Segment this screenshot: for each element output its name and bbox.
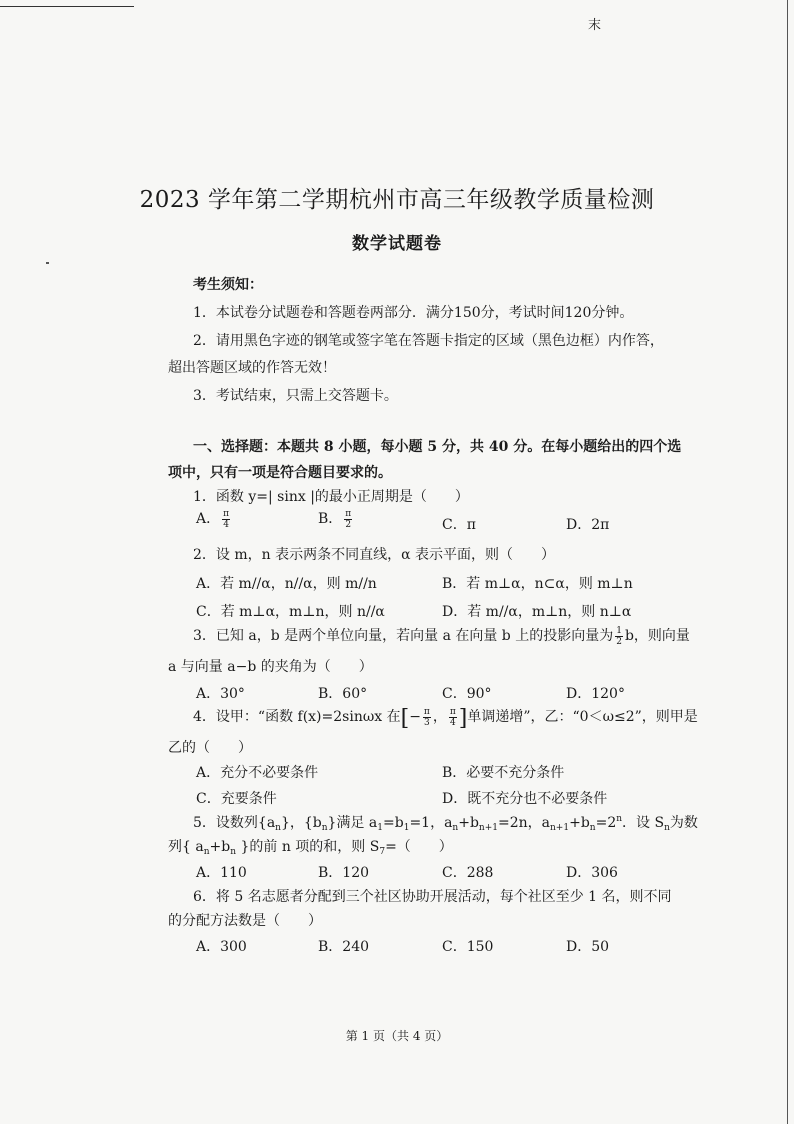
q5-text: =（ ） [385,839,453,855]
q2-option-c: C．若 m⊥α，m⊥n，则 n//α [196,604,385,620]
frac-denominator: 3 [424,717,430,728]
q4-option-d: D．既不充分也不必要条件 [442,791,608,807]
q5-text: =1，a [409,815,453,831]
frac-numerator: π [449,706,456,717]
q5-stem-line-2 [168,836,453,857]
frac-numerator: π [345,508,352,519]
q6-option-b: B．240 [318,939,370,955]
top-edge-line [0,6,134,7]
page-footer: 第 1 页（共 4 页） [345,1029,449,1043]
left-bracket: [ [400,706,410,731]
q3-stem-part-1: 3．已知 a，b 是两个单位向量，若向量 a 在向量 b 上的投影向量为 [193,628,614,644]
q5-option-d: D．306 [566,865,618,881]
page-title: 2023 学年第二学期杭州市高三年级教学质量检测 [139,187,655,213]
q5-text: =2n，a [498,815,551,831]
q5-text: }满足 a [327,815,378,831]
q5-option-a: A．110 [196,865,247,881]
q3-stem-part-2: b，则向量 [624,628,690,644]
subscript: n [452,823,459,833]
q4-option-a: A．充分不必要条件 [196,765,319,781]
q3-option-d: D．120° [566,686,625,702]
q6-stem-line-2: 的分配方法数是（ ） [168,913,322,929]
notice-heading: 考生须知： [193,277,263,293]
q5-option-c: C．288 [442,865,494,881]
subscript: n+1 [550,823,570,833]
q2-option-d: D．若 m//α，m⊥n，则 n⊥α [442,604,632,620]
fraction-1-over-2 [615,626,623,647]
q6-option-c: C．150 [442,939,494,955]
subscript: n [230,847,237,857]
fraction-pi-over-4 [449,707,457,728]
subscript: n+1 [478,823,498,833]
q3-stem-line-2: a 与向量 a−b 的夹角为（ ） [168,659,373,675]
superscript: n [616,814,623,824]
q5-stem-line-1 [193,812,698,833]
q5-text: +b [209,839,231,855]
scan-speck [46,262,49,264]
subscript: n [589,823,596,833]
q6-option-d: D．50 [566,939,610,955]
fraction-pi-over-2 [344,509,352,530]
frac-denominator: 2 [345,519,352,530]
notice-item-1: 1．本试卷分试题卷和答题卷两部分．满分150分，考试时间120分钟。 [193,305,634,321]
frac-denominator: 4 [449,717,456,728]
q5-text: +b [569,815,590,831]
comma: ， [432,709,447,725]
q1-option-b [318,508,354,530]
section-1-header-a: 一、选择题：本题共 8 小题，每小题 5 分，共 40 分。在每小题给出的四个选 [193,439,682,455]
q5-text: 列{ a [168,839,204,855]
q3-option-c: C．90° [442,686,492,702]
frac-numerator: 1 [616,625,622,636]
q4-stem-part-1: 4．设甲：“函数 f(x)=2sinωx 在 [193,709,401,725]
q3-option-b: B．60° [318,686,368,702]
notice-item-3: 3．考试结束，只需上交答题卡。 [193,388,398,404]
q1-option-c: C．π [442,517,476,533]
subscript: n [664,823,670,833]
q1-option-a-label: A． [196,511,221,527]
q5-text: 为数 [669,815,698,831]
q1-option-b-label: B． [318,511,343,527]
q5-text: 5．设数列{a [193,815,276,831]
notice-item-2b: 超出答题区域的作答无效！ [168,360,336,376]
q5-text: }的前 n 项的和，则 S [236,839,380,855]
frac-denominator: 2 [616,636,622,647]
q3-option-a: A．30° [196,686,245,702]
subscript: n [275,823,281,833]
q4-option-b: B．必要不充分条件 [442,765,565,781]
q6-stem-line-1: 6．将 5 名志愿者分配到三个社区协助开展活动，每个社区至少 1 名，则不同 [193,889,672,905]
q1-stem: 1．函数 y=| sinx |的最小正周期是（ ） [193,489,469,505]
q4-stem-part-2: 单调递增”，乙：“0＜ω≤2”，则甲是 [467,709,698,725]
q4-stem-line-1 [193,706,698,731]
subscript: 1 [403,823,410,833]
right-edge-line [787,0,788,1124]
q2-option-a: A．若 m//α，n//α，则 m//n [196,576,377,592]
q3-stem-line-1 [193,625,690,647]
q5-text: +b [458,815,479,831]
subscript: n [321,823,328,833]
frac-denominator: 4 [223,519,229,530]
section-1-header-b: 项中，只有一项是符合题目要求的。 [168,465,392,481]
minus-sign: − [409,709,421,725]
q1-option-d: D．2π [566,517,610,533]
fraction-pi-over-4 [222,509,230,530]
subscript: 7 [379,847,386,857]
q5-text: =b [383,815,404,831]
q2-stem: 2．设 m，n 表示两条不同直线，α 表示平面，则（ ） [193,547,556,563]
frac-numerator: π [223,508,230,519]
q5-text: }，{b [280,815,322,831]
q5-option-b: B．120 [318,865,370,881]
page-subtitle: 数学试题卷 [352,234,442,254]
right-bracket: ] [458,706,468,731]
q6-option-a: A．300 [196,939,247,955]
q2-option-b: B．若 m⊥α，n⊂α，则 m⊥n [442,576,633,592]
notice-item-2a: 2．请用黑色字迹的钢笔或签字笔在答题卡指定的区域（黑色边框）内作答， [193,333,664,349]
q5-text: ．设 S [622,815,665,831]
q4-option-c: C．充要条件 [196,791,277,807]
q5-text: =2 [595,815,617,831]
frac-numerator: π [423,706,430,717]
fraction-pi-over-3 [423,707,431,728]
subscript: 1 [377,823,383,833]
corner-mark: 末 [588,18,602,33]
q1-option-a [196,508,232,530]
subscript: n [203,847,210,857]
q4-stem-line-2: 乙的（ ） [168,740,252,756]
